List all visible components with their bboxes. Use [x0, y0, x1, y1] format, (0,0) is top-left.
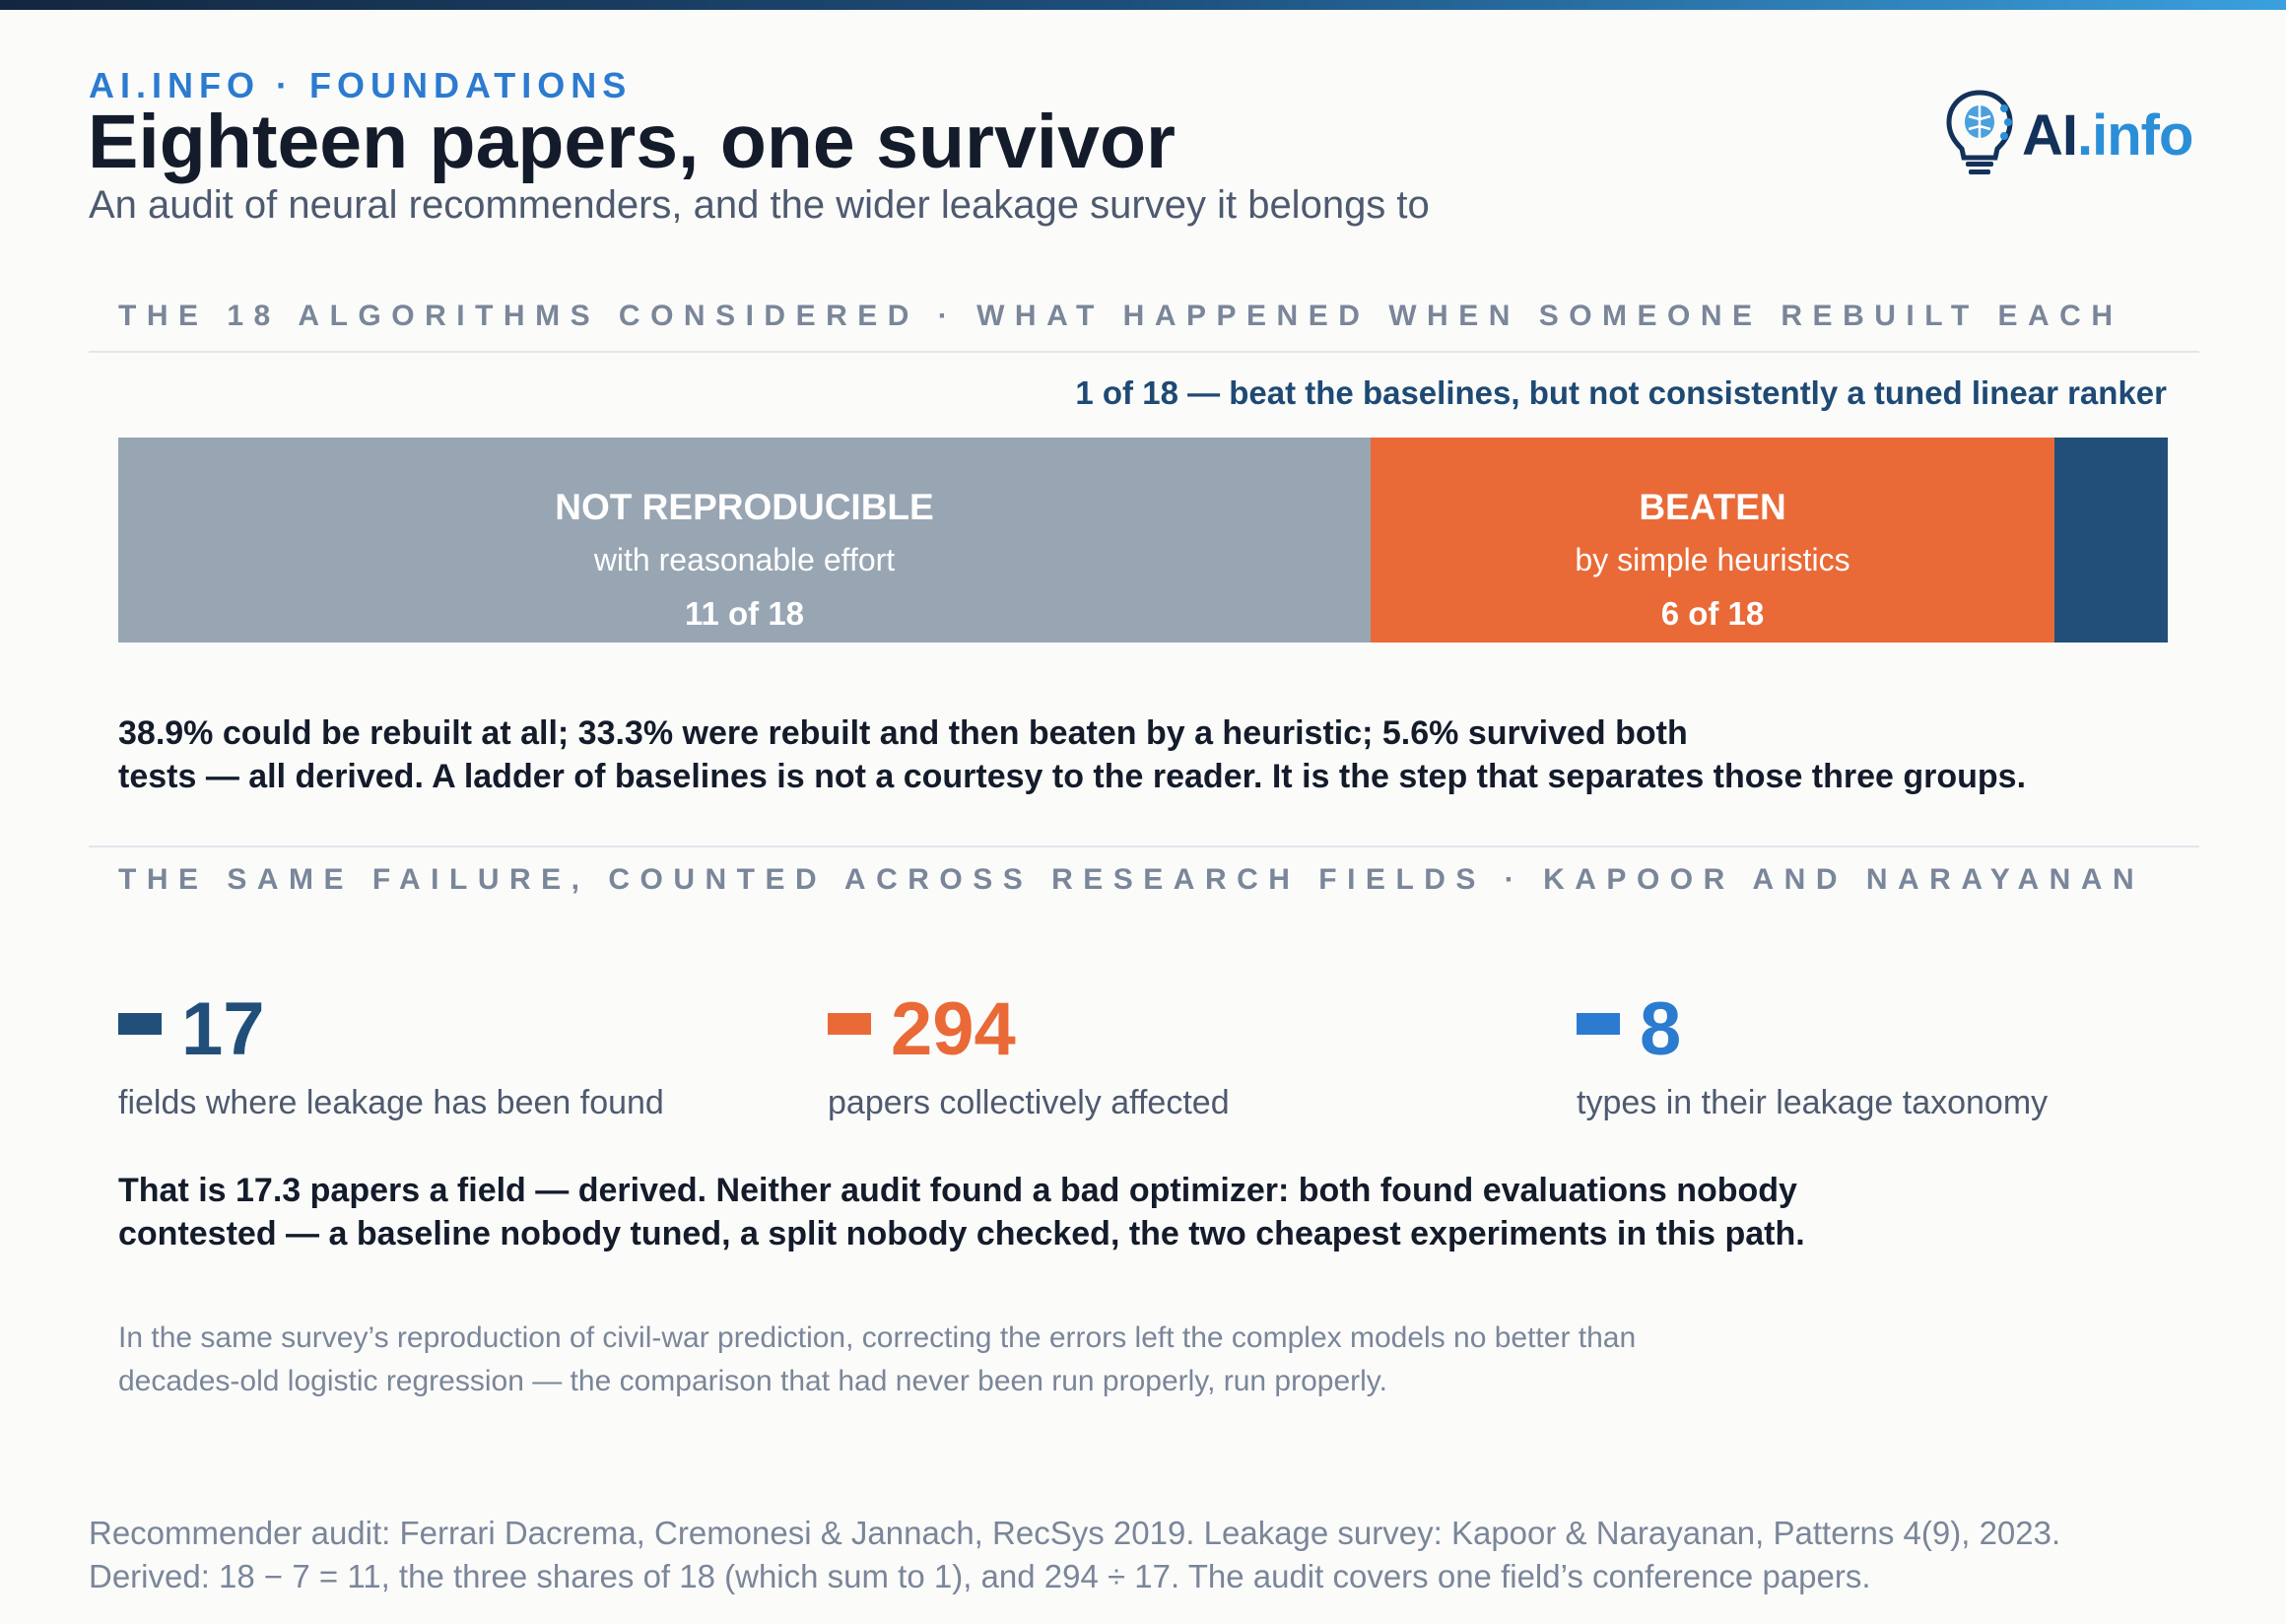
stat-value: 294	[891, 987, 1016, 1071]
summary-line: contested — a baseline nobody tuned, a split nobody checked, the two cheapest experiments in this path.	[118, 1215, 1805, 1252]
footer-line: Derived: 18 − 7 = 11, the three shares of 18 (which sum to 1), and 294 ÷ 17. The audit covers one field’s conference papers.	[89, 1558, 1871, 1594]
footer-line: Recommender audit: Ferrari Dacrema, Cremonesi & Jannach, RecSys 2019. Leakage survey: Kapoor & Narayanan, Patterns 4(9), 2023.	[89, 1515, 2061, 1551]
logo-text-info: .info	[2077, 103, 2193, 168]
divider	[89, 351, 2199, 353]
stat-swatch	[828, 1013, 871, 1035]
summary-line: tests — all derived. A ladder of baselines is not a courtesy to the reader. It is the step that separates those three groups.	[118, 758, 2027, 795]
stat-label: fields where leakage has been found	[118, 1084, 664, 1121]
divider	[89, 846, 2199, 847]
kicker: AI.INFO · FOUNDATIONS	[89, 65, 633, 105]
stat-swatch	[1577, 1013, 1620, 1035]
segment-count: 6 of 18	[1660, 595, 1765, 632]
segment-count: 11 of 18	[684, 595, 805, 632]
segment-subtitle: with reasonable effort	[593, 542, 896, 577]
logo-text-ai: AI	[2022, 103, 2077, 168]
survivor-label: 1 of 18 — beat the baselines, but not consistently a tuned linear ranker	[1075, 374, 2167, 411]
summary-line: 38.9% could be rebuilt at all; 33.3% were rebuilt and then beaten by a heuristic; 5.6% survived both	[118, 714, 1688, 752]
stat-swatch	[118, 1013, 162, 1035]
stat-label: types in their leakage taxonomy	[1577, 1084, 2049, 1121]
civil-war-note	[118, 1317, 1636, 1403]
lightbulb-brain-icon	[1943, 87, 2016, 181]
brand-logo	[1943, 87, 2199, 181]
summary-line: That is 17.3 papers a field — derived. Neither audit found a bad optimizer: both found evaluations nobody	[118, 1172, 1797, 1209]
section-heading-algorithms: THE 18 ALGORITHMS CONSIDERED · WHAT HAPPENED WHEN SOMEONE REBUILT EACH	[118, 300, 2123, 332]
page-title: Eighteen papers, one survivor	[88, 100, 1176, 184]
stat-value: 17	[181, 987, 265, 1071]
stat-label: papers collectively affected	[828, 1084, 1230, 1121]
section-heading-leakage: THE SAME FAILURE, COUNTED ACROSS RESEARCH FIELDS · KAPOOR AND NARAYANAN	[118, 863, 2145, 896]
segment-title: BEATEN	[1639, 487, 1786, 527]
section2-summary	[118, 1169, 1805, 1255]
source-footer	[89, 1512, 2060, 1598]
page-subtitle: An audit of neural recommenders, and the wider leakage survey it belongs to	[89, 183, 1430, 227]
segment-title: NOT REPRODUCIBLE	[555, 487, 934, 527]
stat-value: 8	[1640, 987, 1682, 1071]
logo-wordmark	[2022, 102, 2192, 169]
section1-summary	[118, 711, 2026, 798]
segment-subtitle: by simple heuristics	[1575, 542, 1850, 577]
bar-segment-beaten	[1371, 438, 2054, 643]
top-accent-bar	[0, 0, 2286, 10]
bar-segment-not-reproducible	[118, 438, 1371, 643]
bar-segment-survivor	[2054, 438, 2168, 643]
note-line: In the same survey’s reproduction of civil-war prediction, correcting the errors left the complex models no better than	[118, 1321, 1637, 1354]
note-line: decades-old logistic regression — the comparison that had never been run properly, run properly.	[118, 1365, 1387, 1397]
